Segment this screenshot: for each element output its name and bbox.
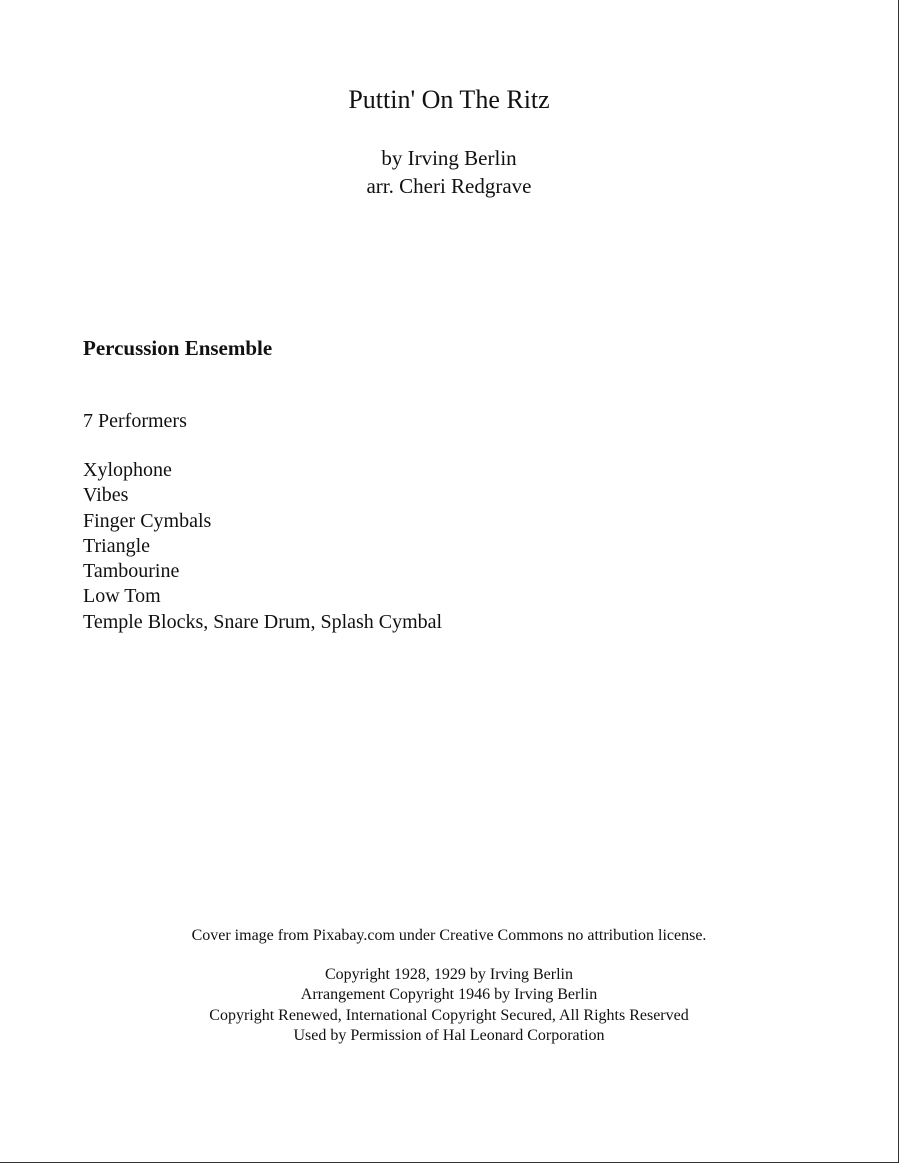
- copyright-line: Copyright 1928, 1929 by Irving Berlin: [325, 966, 573, 983]
- copyright-block: [0, 965, 898, 1046]
- instrument-item: Temple Blocks, Snare Drum, Splash Cymbal: [83, 610, 443, 633]
- instrument-item: Finger Cymbals: [83, 509, 212, 532]
- instrument-item: Low Tom: [83, 585, 161, 608]
- instrument-item: Tambourine: [83, 560, 180, 583]
- performers-count: 7 Performers: [83, 410, 187, 432]
- credits-block: [0, 144, 898, 200]
- composer-credit: by Irving Berlin: [381, 146, 517, 170]
- copyright-line: Copyright Renewed, International Copyright Secured, All Rights Reserved: [209, 1006, 689, 1024]
- instrument-list: [83, 458, 442, 635]
- copyright-line: Arrangement Copyright 1946 by Irving Berlin: [300, 986, 598, 1004]
- arranger-credit: arr. Cheri Redgrave: [366, 174, 532, 198]
- instrument-item: Xylophone: [83, 459, 172, 481]
- ensemble-heading: Percussion Ensemble: [83, 336, 273, 360]
- page-title: Puttin' On The Ritz: [348, 85, 550, 114]
- cover-image-note: Cover image from Pixabay.com under Creative Commons no attribution license.: [191, 927, 707, 944]
- instrument-item: Triangle: [83, 534, 151, 557]
- copyright-line: Used by Permission of Hal Leonard Corporation: [293, 1026, 605, 1044]
- instrument-item: Vibes: [83, 484, 129, 507]
